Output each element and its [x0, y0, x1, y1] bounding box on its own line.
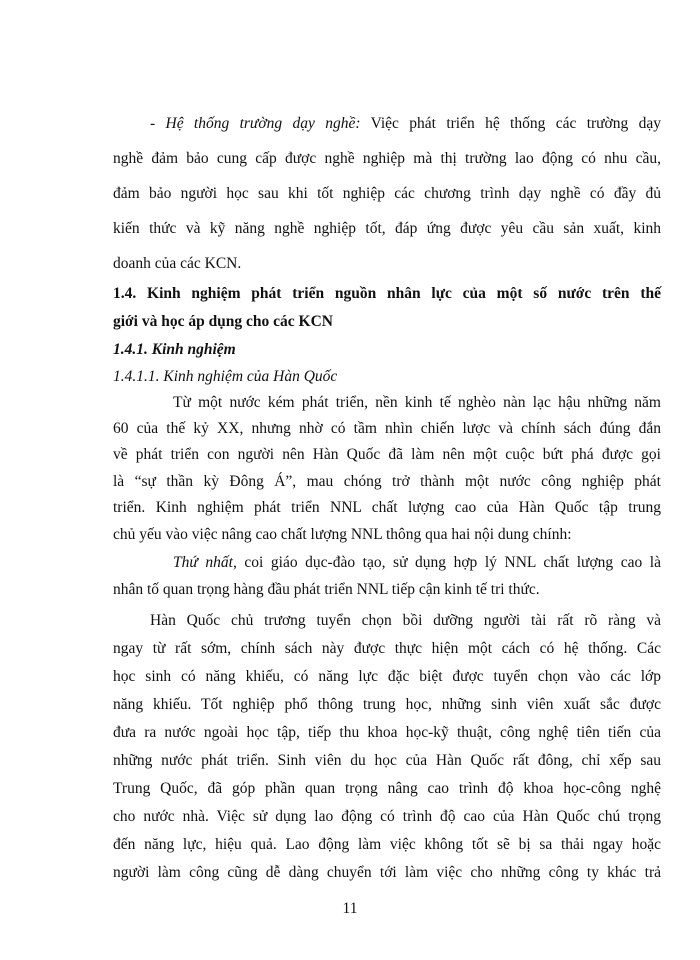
para4-line-9: đến năng lực, hiệu quả. Lao động làm việc không tốt sẽ bị sa thải ngay hoặc: [113, 836, 661, 853]
subsection-heading: 1.4.1. Kinh nghiệm: [113, 341, 236, 358]
para4-line-2: ngay từ rất sớm, chính sách này được thực hiện một cách có hệ thống. Các: [113, 640, 661, 657]
para4-line-1: Hàn Quốc chủ trương tuyển chọn bồi dưỡng người tài rất rõ ràng và: [150, 612, 661, 629]
section-heading-line-2: giới và học áp dụng cho các KCN: [113, 313, 334, 330]
para4-line-4: năng khiếu. Tốt nghiệp phổ thông trung học, những sinh viên xuất sắc được: [113, 696, 661, 713]
para2-line-1: Từ một nước kém phát triển, nền kinh tế nghèo nàn lạc hậu những năm: [173, 394, 661, 411]
para1-line-5: doanh của các KCN.: [113, 255, 242, 272]
para2-line-5: triển. Kinh nghiệm phát triển NNL chất lượng cao của Hàn Quốc tập trung: [113, 499, 661, 516]
para2-line-2: 60 của thế kỷ XX, nhưng nhờ có tầm nhìn chiến lược và chính sách đúng đắn: [113, 420, 661, 437]
para3-label: Thứ nhất: [173, 554, 233, 571]
para3-line-2: nhân tố quan trọng hàng đầu phát triển NNL tiếp cận kinh tế tri thức.: [113, 581, 540, 598]
para4-line-5: đưa ra nước ngoài học tập, tiếp thu khoa học-kỹ thuật, công nghệ tiên tiến của: [113, 724, 661, 741]
para4-line-7: Trung Quốc, đã góp phần quan trọng nâng cao trình độ khoa học-công nghệ: [113, 780, 661, 797]
para1-text-1: Việc phát triển hệ thống các trường dạy: [360, 115, 661, 132]
para1-line-4: kiến thức và kỹ năng nghề nghiệp tốt, đáp ứng được yêu cầu sản xuất, kinh: [113, 220, 661, 237]
page-number: 11: [342, 900, 358, 917]
para1-line-3: đảm bảo người học sau khi tốt nghiệp các chương trình dạy nghề có đầy đủ: [113, 185, 661, 202]
para3-text-1: , coi giáo dục-đào tạo, sử dụng hợp lý NNL chất lượng cao là: [232, 554, 661, 571]
para3-line-1: [173, 553, 661, 573]
para2-line-6: chủ yếu vào việc nâng cao chất lượng NNL thông qua hai nội dung chính:: [113, 526, 572, 543]
para4-line-3: học sinh có năng khiếu, có năng lực đặc biệt được tuyển chọn vào các lớp: [113, 668, 661, 685]
section-heading-line-1: 1.4. Kinh nghiệm phát triển nguồn nhân lực của một số nước trên thế: [113, 285, 661, 302]
para2-line-3: về phát triển con người nên Hàn Quốc đã làm nên một cuộc bứt phá được gọi: [113, 446, 661, 463]
para4-line-10: người làm công cũng dễ dàng chuyển tới làm việc cho những công ty khác trả: [113, 864, 661, 881]
para1-line-1: [150, 114, 661, 134]
para1-line-2: nghề đảm bảo cung cấp được nghề nghiệp mà thị trường lao động có nhu cầu,: [113, 150, 661, 167]
subsubsection-heading: 1.4.1.1. Kinh nghiệm của Hàn Quốc: [113, 368, 338, 385]
para4-line-8: cho nước nhà. Việc sử dụng lao động có trình độ cao của Hàn Quốc chú trọng: [113, 808, 661, 825]
para1-label: - Hệ thống trường dạy nghề:: [150, 115, 361, 132]
para2-line-4: là “sự thần kỳ Đông Á”, mau chóng trở thành một nước công nghiệp phát: [113, 473, 661, 490]
para4-line-6: những nước phát triển. Sinh viên du học của Hàn Quốc rất đông, chỉ xếp sau: [113, 752, 661, 769]
